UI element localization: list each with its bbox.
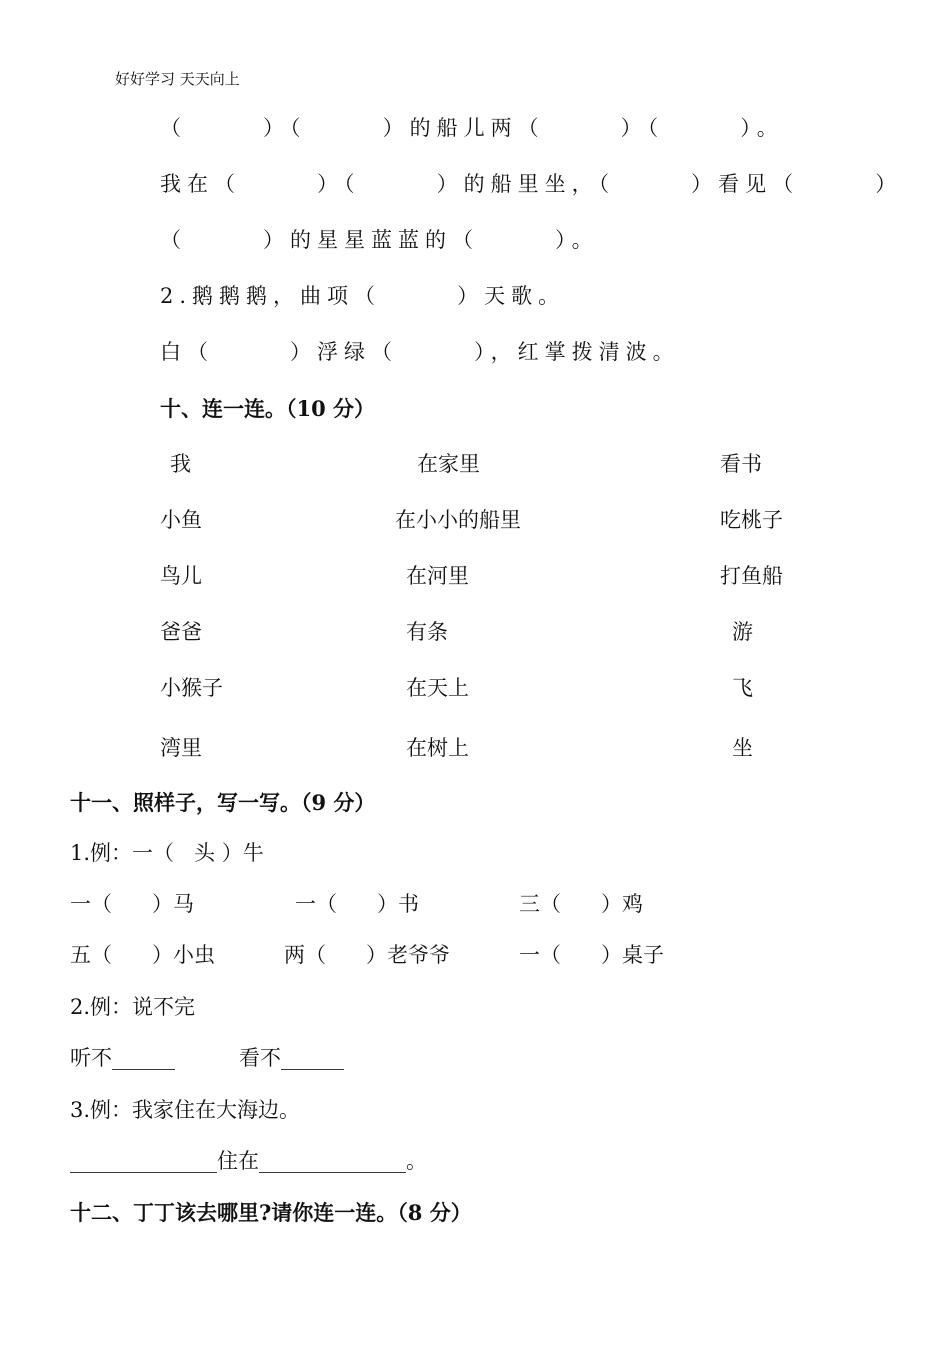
match-col1-item: 湾里 xyxy=(160,736,202,760)
measure-word-blank: 一（ ）马 xyxy=(70,892,195,916)
match-col2-item: 在河里 xyxy=(406,564,469,588)
poem-line-2: 我在（ ）（ ）的船里坐，（ ）看见（ ） xyxy=(160,172,903,196)
example-3: 3.例：我家住在大海边。 xyxy=(70,1098,301,1122)
section-11-title: 十一、照样子，写一写。（9 分） xyxy=(70,790,376,815)
poem-line-5: 白（ ）浮绿（ ），红掌拨清波。 xyxy=(160,340,680,364)
poem-line-3: （ ）的星星蓝蓝的（ ）。 xyxy=(160,228,599,252)
match-col2-item: 在天上 xyxy=(406,676,469,700)
match-col1-item: 我 xyxy=(170,452,191,476)
match-col3-item: 游 xyxy=(732,620,753,644)
fill-blank: 看不______ xyxy=(239,1046,344,1070)
match-col2-item: 在家里 xyxy=(417,452,480,476)
match-col3-item: 吃桃子 xyxy=(720,508,783,532)
measure-word-blank: 一（ ）书 xyxy=(295,892,420,916)
poem-line-4: 2.鹅鹅鹅，曲项（ ）天歌。 xyxy=(160,284,566,308)
page-header: 好好学习 天天向上 xyxy=(115,70,240,88)
match-col1-item: 鸟儿 xyxy=(160,564,202,588)
example-1: 1.例：一（ 头 ）牛 xyxy=(70,841,264,865)
match-col1-item: 爸爸 xyxy=(160,620,202,644)
section-12-title: 十二、丁丁该去哪里?请你连一连。（8 分） xyxy=(70,1200,472,1225)
measure-word-blank: 三（ ）鸡 xyxy=(519,892,644,916)
measure-word-blank: 一（ ）桌子 xyxy=(519,943,665,967)
match-col3-item: 打鱼船 xyxy=(720,564,783,588)
match-col2-item: 在树上 xyxy=(406,736,469,760)
measure-word-blank: 五（ ）小虫 xyxy=(70,943,216,967)
measure-word-blank: 两（ ）老爷爷 xyxy=(284,943,451,967)
match-col1-item: 小鱼 xyxy=(160,508,202,532)
section-10-title: 十、连一连。（10 分） xyxy=(160,396,376,421)
example-2: 2.例：说不完 xyxy=(70,995,196,1019)
match-col3-item: 飞 xyxy=(732,676,753,700)
fill-blank: 听不______ xyxy=(70,1046,175,1070)
sentence-blank: ______________住在______________。 xyxy=(70,1149,427,1173)
poem-line-1: （ ）（ ）的船儿两（ ）（ ）。 xyxy=(160,116,784,140)
match-col2-item: 有条 xyxy=(406,620,448,644)
match-col2-item: 在小小的船里 xyxy=(395,508,521,532)
match-col3-item: 看书 xyxy=(720,452,762,476)
match-col1-item: 小猴子 xyxy=(160,676,223,700)
match-col3-item: 坐 xyxy=(732,736,753,760)
